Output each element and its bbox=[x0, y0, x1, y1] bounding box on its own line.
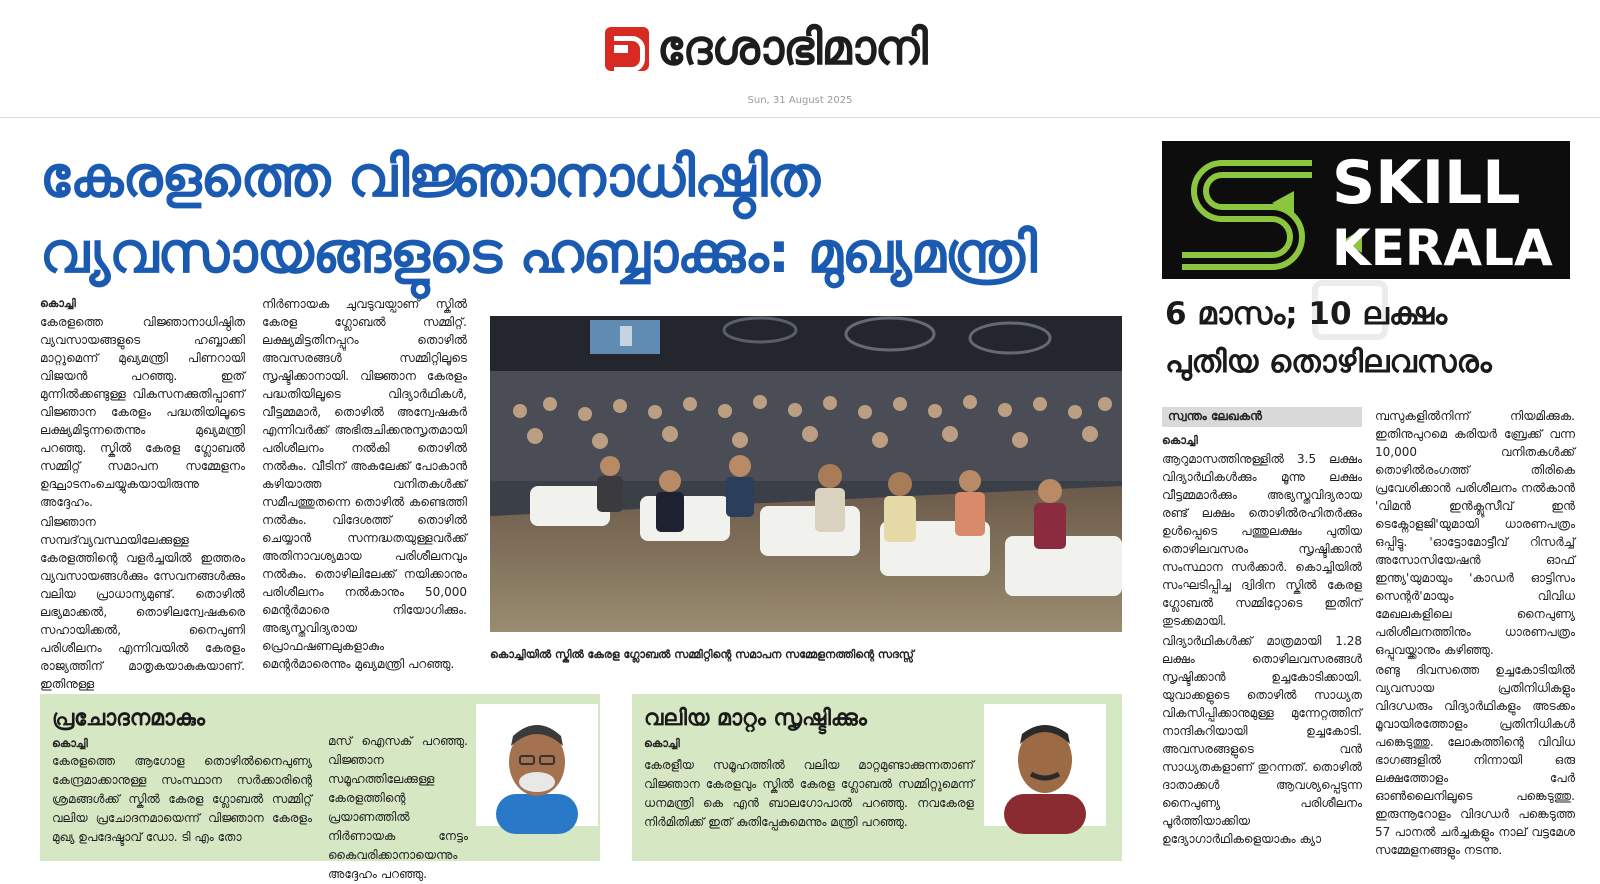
skill-kerala-banner[interactable] bbox=[1162, 141, 1570, 279]
person-portrait-icon bbox=[476, 704, 598, 826]
audience-illustration bbox=[490, 316, 1122, 632]
sidebar-col2-para-1: മ്പസുകളിൽനിന്ന് നിയമിക്കുക. ഇതിനുപുറമെ കരിയർ ബ്രേക്ക് വന്ന 10,000 വനിതകൾക്ക് തൊഴിൽരംഗത്ത് തിരികെ പ്രവേശിക്കാൻ പരിശീലനം നൽകാൻ 'വിമൻ ഇൻക്ലൂസീവ് ഇൻ ടെക്നോളജി'യുമായി ധാരണപത്രം ഒപ്പിട്ടു. 'ഓട്ടോമോട്ടീവ് റിസർച്ച് അസോസിയേഷൻ ഓഫ് ഇന്ത്യ'യുമായും 'കാഡർ ഓട്ടിസം സെന്റർ'മായും വിവിധ മേഖലകളിലെ നൈപുണ്യ പരിശീലനത്തിനും ധാരണപത്രം ഒപ്പുവയ്ക്കാനും കഴിഞ്ഞു. bbox=[1375, 409, 1575, 657]
thomas-isaac-portrait bbox=[476, 704, 598, 826]
box1-text-left: കേരളത്തെ ആഗോള തൊഴിൽനൈപുണ്യ കേന്ദ്രമാക്കാനുള്ള സംസ്ഥാന സർക്കാരിന്റെ ശ്രമങ്ങൾക്ക് സ്കിൽ കേരള ഗ്ലോബൽ സമ്മിറ്റ് വലിയ പ്രചോദനമായെന്ന് വിജ്ഞാന കേരളം മുഖ്യ ഉപദേഷ്ടാവ് ഡോ. ടി എം തോ bbox=[52, 754, 312, 844]
main-col1-para-2: വിജ്ഞാന സമ്പദ്‌വ്യവസ്ഥയിലേക്കുള്ള കേരളത്തിന്റെ വളർച്ചയിൽ ഇത്തരം വ്യവസായങ്ങൾക്കും സേവനങ്ങൾക്കും വലിയ പ്രാധാന്യമുണ്ട്. തൊഴിൽ ലഭ്യമാക്കൽ, തൊഴിലന്വേഷകരെ സഹായിക്കൽ, നൈപുണി പരിശീലനം എന്നിവയിൽ കേരളം രാജ്യത്തിന് മാതൃകയാകുകയാണ്. ഇതിനുള്ള bbox=[40, 515, 245, 691]
main-column-2 bbox=[262, 295, 467, 675]
headline-line-2: വ്യവസായങ്ങളുടെ ഹബ്ബാക്കും: മുഖ്യമന്ത്രി bbox=[40, 221, 1037, 286]
summit-audience-photo[interactable] bbox=[490, 316, 1122, 632]
sidebar-col1-para-1: ആറുമാസത്തിനുള്ളിൽ 3.5 ലക്ഷം വിദ്യാർഥികൾക്കും മൂന്നു ലക്ഷം വീട്ടമ്മമാർക്കും അഭ്യസ്തവിദ്യരായ രണ്ട് ലക്ഷം തൊഴിൽരഹിതർക്കും ഉൾപ്പെടെ പത്തുലക്ഷം പുതിയ തൊഴിലവസരം സൃഷ്ടിക്കാൻ സംസ്ഥാന സർക്കാർ. കൊച്ചിയിൽ സംഘടിപ്പിച്ച ദ്വിദിന സ്കിൽ കേരള ഗ്ലോബൽ സമ്മിറ്റോടെ ഇതിന് തുടക്കമായി. bbox=[1162, 452, 1362, 628]
person-portrait-icon bbox=[984, 704, 1106, 826]
main-dateline: കൊച്ചി bbox=[40, 297, 76, 310]
logo-mark-icon bbox=[605, 27, 649, 71]
box1-text-right: മസ് ഐസക് പറഞ്ഞു. വിജ്ഞാന സമൂഹത്തിലേക്കുള്ള കേരളത്തിന്റെ പ്രയാണത്തിൽ നിർണായക നേട്ടം കൈവരിക്കാനായെന്നും അദ്ദേഹം പറഞ്ഞു. bbox=[328, 734, 468, 881]
sidebar-column-1 bbox=[1162, 432, 1362, 850]
sidebar-headline bbox=[1165, 290, 1575, 386]
site-logo[interactable] bbox=[605, 20, 927, 77]
box1-title: പ്രചോദനമാകും bbox=[52, 706, 205, 731]
sidebar-column-2 bbox=[1375, 407, 1575, 861]
sidebar-headline-line-2: പുതിയ തൊഴിലവസരം bbox=[1165, 344, 1492, 380]
sidebar-headline-line-1: 6 മാസം; 10 ലക്ഷം bbox=[1165, 296, 1448, 332]
box1-dateline: കൊച്ചി bbox=[52, 737, 88, 750]
edition-date: Sun, 31 August 2025 bbox=[747, 95, 853, 106]
masthead bbox=[0, 0, 1600, 118]
sidebar-col2-para-2: രണ്ടു ദിവസത്തെ ഉച്ചകോടിയിൽ വ്യവസായ പ്രതിനിധികളും വിദഗ്ധരും വിദ്യാർഥികളും അടക്കം മൂവായിരത്തോളം പ്രതിനിധികൾ പങ്കെടുത്തു. ലോകത്തിന്റെ വിവിധ ഭാഗങ്ങളിൽ നിന്നായി ഒരു ലക്ഷത്തോളം പേർ ഓൺലൈനിലൂടെ പങ്കെടുത്തു. ഇരുന്നൂറോളം വിദഗ്ധർ പങ്കെടുത്ത 57 പാനൽ ചർച്ചകളും നാല് വട്ടമേശ സമ്മേളനങ്ങളും നടന്നു. bbox=[1375, 663, 1575, 857]
box-valiya-mattam bbox=[632, 694, 1122, 861]
headline-line-1: കേരളത്തെ വിജ്ഞാനാധിഷ്ഠിത bbox=[40, 145, 820, 210]
box2-text: കേരളീയ സമൂഹത്തിൽ വലിയ മാറ്റമുണ്ടാക്കുന്നതാണ് വിജ്ഞാന കേരളവും സ്കിൽ കേരള ഗ്ലോബൽ സമ്മിറ്റുമെന്ന് ധനമന്ത്രി കെ എൻ ബാലഗോപാൽ പറഞ്ഞു. നവകേരള നിർമിതിക്ക് ഇത് കുതിപ്പേകുമെന്നും മന്ത്രി പറഞ്ഞു. bbox=[644, 758, 974, 829]
banner-line-1: SKILL bbox=[1332, 148, 1521, 218]
main-col2-para-1: നിർണായക ചുവടുവയ്പാണ് സ്കിൽ കേരള ഗ്ലോബൽ സമ്മിറ്റ്. ലക്ഷ്യമിട്ടതിനപ്പുറം തൊഴിൽ അവസരങ്ങൾ സമ്മിറ്റിലൂടെ സൃഷ്ടിക്കാനായി. വിജ്ഞാന കേരളം പദ്ധതിയിലൂടെ വിദ്യാർഥികൾ, വീട്ടമ്മമാർ, തൊഴിൽ അന്വേഷകർ എന്നിവർക്ക് അഭിരുചിക്കനുസൃതമായി പരിശീലനം നൽകി തൊഴിൽ നൽകും. വീടിന് അകലേക്ക് പോകാൻ കഴിയാത്ത വനിതകൾക്ക് സമീപത്തുതന്നെ തൊഴിൽ കണ്ടെത്തി നൽകും. വിദേശത്ത് തൊഴിൽ ചെയ്യാൻ സന്നദ്ധതയുള്ളവർക്ക് അതിനാവശ്യമായ പരിശീലനവും നൽകും. തൊഴിലിലേക്ക് നയിക്കാനും പരിശീലനം നൽകാനും 50,000 മെന്റർമാരെ നിയോഗിക്കും. അഭ്യസ്തവിദ്യരായ പ്രൊഫഷണലുകളാകും മെന്റർമാരെന്നും മുഖ്യമന്ത്രി പറഞ്ഞു. bbox=[262, 297, 467, 671]
photo-caption: കൊച്ചിയിൽ സ്കിൽ കേരള ഗ്ലോബൽ സമ്മിറ്റിന്റെ സമാപന സമ്മേളനത്തിന്റെ സദസ്സ് bbox=[490, 648, 914, 661]
main-col1-para-1: കേരളത്തെ വിജ്ഞാനാധിഷ്ഠിത വ്യവസായങ്ങളുടെ ഹബ്ബാക്കി മാറ്റുമെന്ന് മുഖ്യമന്ത്രി പിണറായി വിജയൻ പറഞ്ഞു. ഇത് മുന്നിൽക്കണ്ടുള്ള വികസനക്കുതിപ്പാണ് വിജ്ഞാന കേരളം പദ്ധതിയിലൂടെ ലക്ഷ്യമിടുന്നതെന്നും മുഖ്യമന്ത്രി പറഞ്ഞു. സ്കിൽ കേരള ഗ്ലോബൽ സമ്മിറ്റ് സമാപന സമ്മേളനം ഉദ്ഘാടനംചെയ്യുകയായിരുന്നു അദ്ദേഹം. bbox=[40, 315, 245, 509]
box-prachodanamakum bbox=[40, 694, 600, 881]
balagopal-portrait bbox=[984, 704, 1106, 826]
box2-dateline: കൊച്ചി bbox=[644, 737, 680, 750]
box2-title: വലിയ മാറ്റം സൃഷ്ടിക്കും bbox=[644, 706, 867, 731]
skill-kerala-logo-icon bbox=[1162, 141, 1570, 279]
banner-line-2: KERALA bbox=[1332, 219, 1553, 277]
logo-text: ദേശാഭിമാനി bbox=[657, 20, 927, 76]
sidebar-dateline: കൊച്ചി bbox=[1162, 434, 1198, 447]
main-column-1 bbox=[40, 295, 245, 695]
byline: സ്വന്തം ലേഖകൻ bbox=[1162, 407, 1362, 427]
main-headline bbox=[40, 140, 1120, 292]
sidebar-col1-para-2: വിദ്യാർഥികൾക്ക് മാത്രമായി 1.28 ലക്ഷം തൊഴിലവസരങ്ങൾ സൃഷ്ടിക്കാൻ ഉച്ചകോടിക്കായി. യുവാക്കളുടെ തൊഴിൽ സാധ്യത വികസിപ്പിക്കാനുമുള്ള മുന്നേറ്റത്തിന് നാന്ദികുറിയായി ഉച്ചകോടി. അവസരങ്ങളുടെ വൻ സാധ്യതകളാണ് തുറന്നത്. തൊഴിൽ ദാതാക്കൾ ആവശ്യപ്പെടുന്ന നൈപുണ്യ പരിശീലനം പൂർത്തിയാക്കിയ ഉദ്യോഗാർഥികളെയാകും ക്യാ bbox=[1162, 634, 1362, 846]
